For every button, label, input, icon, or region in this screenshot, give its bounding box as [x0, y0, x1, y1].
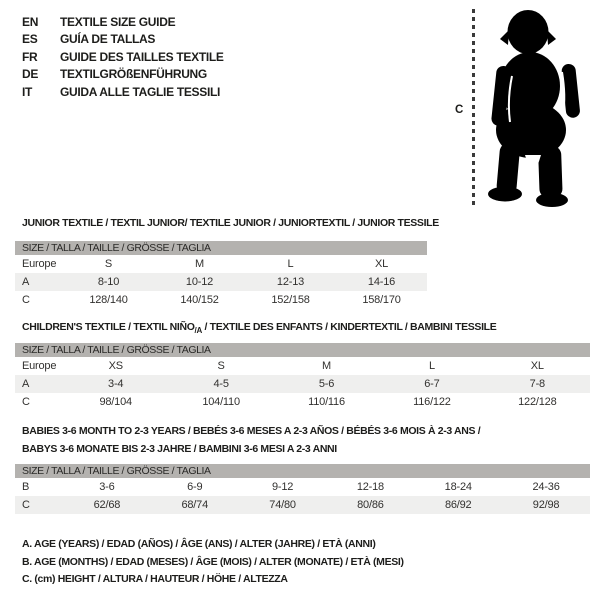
children-title-pre: CHILDREN'S TEXTILE / TEXTIL NIÑO: [22, 321, 195, 333]
babies-size-table: [15, 464, 590, 514]
table-row-a: [15, 273, 427, 291]
row-label: Europe: [22, 258, 57, 270]
cell: 10-12: [185, 276, 214, 288]
cell: XL: [374, 258, 389, 270]
table-row-b: [15, 478, 590, 496]
babies-table-title: [22, 423, 582, 458]
table-row-a: [15, 375, 590, 393]
cell: 8-10: [97, 276, 120, 288]
row-label: C: [22, 294, 30, 306]
cell: 3-4: [108, 378, 124, 390]
cell: 12-18: [356, 481, 384, 493]
cell: 116/122: [413, 396, 451, 408]
cell: 86/92: [444, 499, 472, 511]
table-row-c: [15, 496, 590, 514]
cell: XL: [530, 360, 544, 372]
cell: 3-6: [99, 481, 115, 493]
cell: 7-8: [529, 378, 545, 390]
row-label: Europe: [22, 360, 57, 372]
cell: 24-36: [532, 481, 560, 493]
language-label: GUÍA DE TALLAS: [60, 32, 156, 47]
children-size-table: [15, 343, 590, 411]
table-row-europe: [15, 255, 427, 273]
language-row-en: [22, 13, 224, 31]
note-a: A. AGE (YEARS) / EDAD (AÑOS) / ÂGE (ANS) / ALTER (JAHRE) / ETÀ (ANNI): [22, 538, 376, 550]
size-header-bar: SIZE / TALLA / TAILLE / GRÖSSE / TAGLIA: [15, 464, 590, 478]
note-c: C. (cm) HEIGHT / ALTURA / HAUTEUR / HÖHE / ALTEZZA: [22, 573, 288, 585]
language-label: GUIDA ALLE TAGLIE TESSILI: [60, 84, 221, 99]
cell: L: [428, 360, 435, 372]
language-list: [22, 13, 224, 101]
cell: 6-9: [187, 481, 203, 493]
cell: 6-7: [424, 378, 440, 390]
baby-silhouette-image: [485, 8, 597, 208]
cell: 158/170: [362, 294, 401, 306]
language-label: TEXTILGRÖßENFÜHRUNG: [60, 67, 207, 82]
language-code: FR: [22, 49, 38, 64]
cell: 104/110: [202, 396, 240, 408]
children-title-sub: /A: [194, 326, 202, 336]
language-code: ES: [22, 32, 38, 47]
legend-notes: [22, 536, 404, 589]
babies-title-line2: BABYS 3-6 MONATE BIS 2-3 JAHRE / BAMBINI 3-6 MESI A 2-3 ANNI: [22, 442, 337, 455]
size-header-bar: SIZE / TALLA / TAILLE / GRÖSSE / TAGLIA: [15, 343, 590, 357]
cell: 152/158: [271, 294, 310, 306]
cell: 128/140: [89, 294, 128, 306]
cell: 68/74: [181, 499, 208, 511]
language-row-fr: [22, 48, 224, 66]
cell: 62/68: [93, 499, 121, 511]
cell: 98/104: [99, 396, 132, 408]
language-label: GUIDE DES TAILLES TEXTILE: [60, 49, 224, 64]
language-row-de: [22, 66, 224, 84]
junior-size-table: [15, 241, 427, 309]
cell: S: [104, 258, 113, 270]
cell: 74/80: [269, 499, 296, 511]
cell: 110/116: [308, 396, 345, 408]
row-label: A: [22, 276, 30, 288]
note-b: B. AGE (MONTHS) / EDAD (MESES) / ÂGE (MOIS) / ALTER (MONATE) / ETÀ (MESI): [22, 555, 404, 568]
cell: 92/98: [532, 499, 560, 511]
babies-title-line1: BABIES 3-6 MONTH TO 2-3 YEARS / BEBÉS 3-6 MESES A 2-3 AÑOS / BÉBÉS 3-6 MOIS À 2-3 ANS /: [22, 425, 481, 437]
cell: 140/152: [180, 294, 219, 306]
row-label: C: [22, 499, 30, 511]
cell: L: [287, 258, 294, 270]
children-title-post: / TEXTILE DES ENFANTS / KINDERTEXTIL / BAMBINI TESSILE: [201, 321, 497, 333]
height-measure-label: C: [455, 104, 464, 116]
junior-table-title: JUNIOR TEXTILE / TEXTIL JUNIOR/ TEXTILE JUNIOR / JUNIORTEXTIL / JUNIOR TESSILE: [22, 217, 439, 229]
size-header-bar: SIZE / TALLA / TAILLE / GRÖSSE / TAGLIA: [15, 241, 427, 255]
cell: 5-6: [318, 378, 335, 390]
language-code: EN: [22, 14, 39, 29]
language-label: TEXTILE SIZE GUIDE: [60, 14, 176, 29]
cell: 14-16: [367, 276, 396, 288]
cell: M: [322, 360, 331, 372]
cell: 9-12: [271, 481, 294, 493]
cell: 18-24: [444, 481, 472, 493]
language-code: IT: [22, 84, 33, 99]
cell: 80/86: [357, 499, 384, 511]
table-row-c: [15, 291, 427, 309]
cell: S: [217, 360, 225, 372]
children-table-title: [22, 321, 496, 335]
row-label: A: [22, 378, 30, 390]
cell: 122/128: [518, 396, 557, 408]
cell: M: [195, 258, 204, 270]
language-code: DE: [22, 67, 39, 82]
cell: XS: [108, 360, 123, 372]
language-row-it: [22, 83, 224, 101]
cell: 4-5: [213, 378, 229, 390]
table-row-europe: [15, 357, 590, 375]
row-label: C: [22, 396, 30, 408]
language-row-es: [22, 31, 224, 49]
row-label: B: [22, 481, 30, 493]
height-measure-dashed-line: [472, 9, 475, 209]
cell: 12-13: [276, 276, 305, 288]
table-row-c: [15, 393, 590, 411]
